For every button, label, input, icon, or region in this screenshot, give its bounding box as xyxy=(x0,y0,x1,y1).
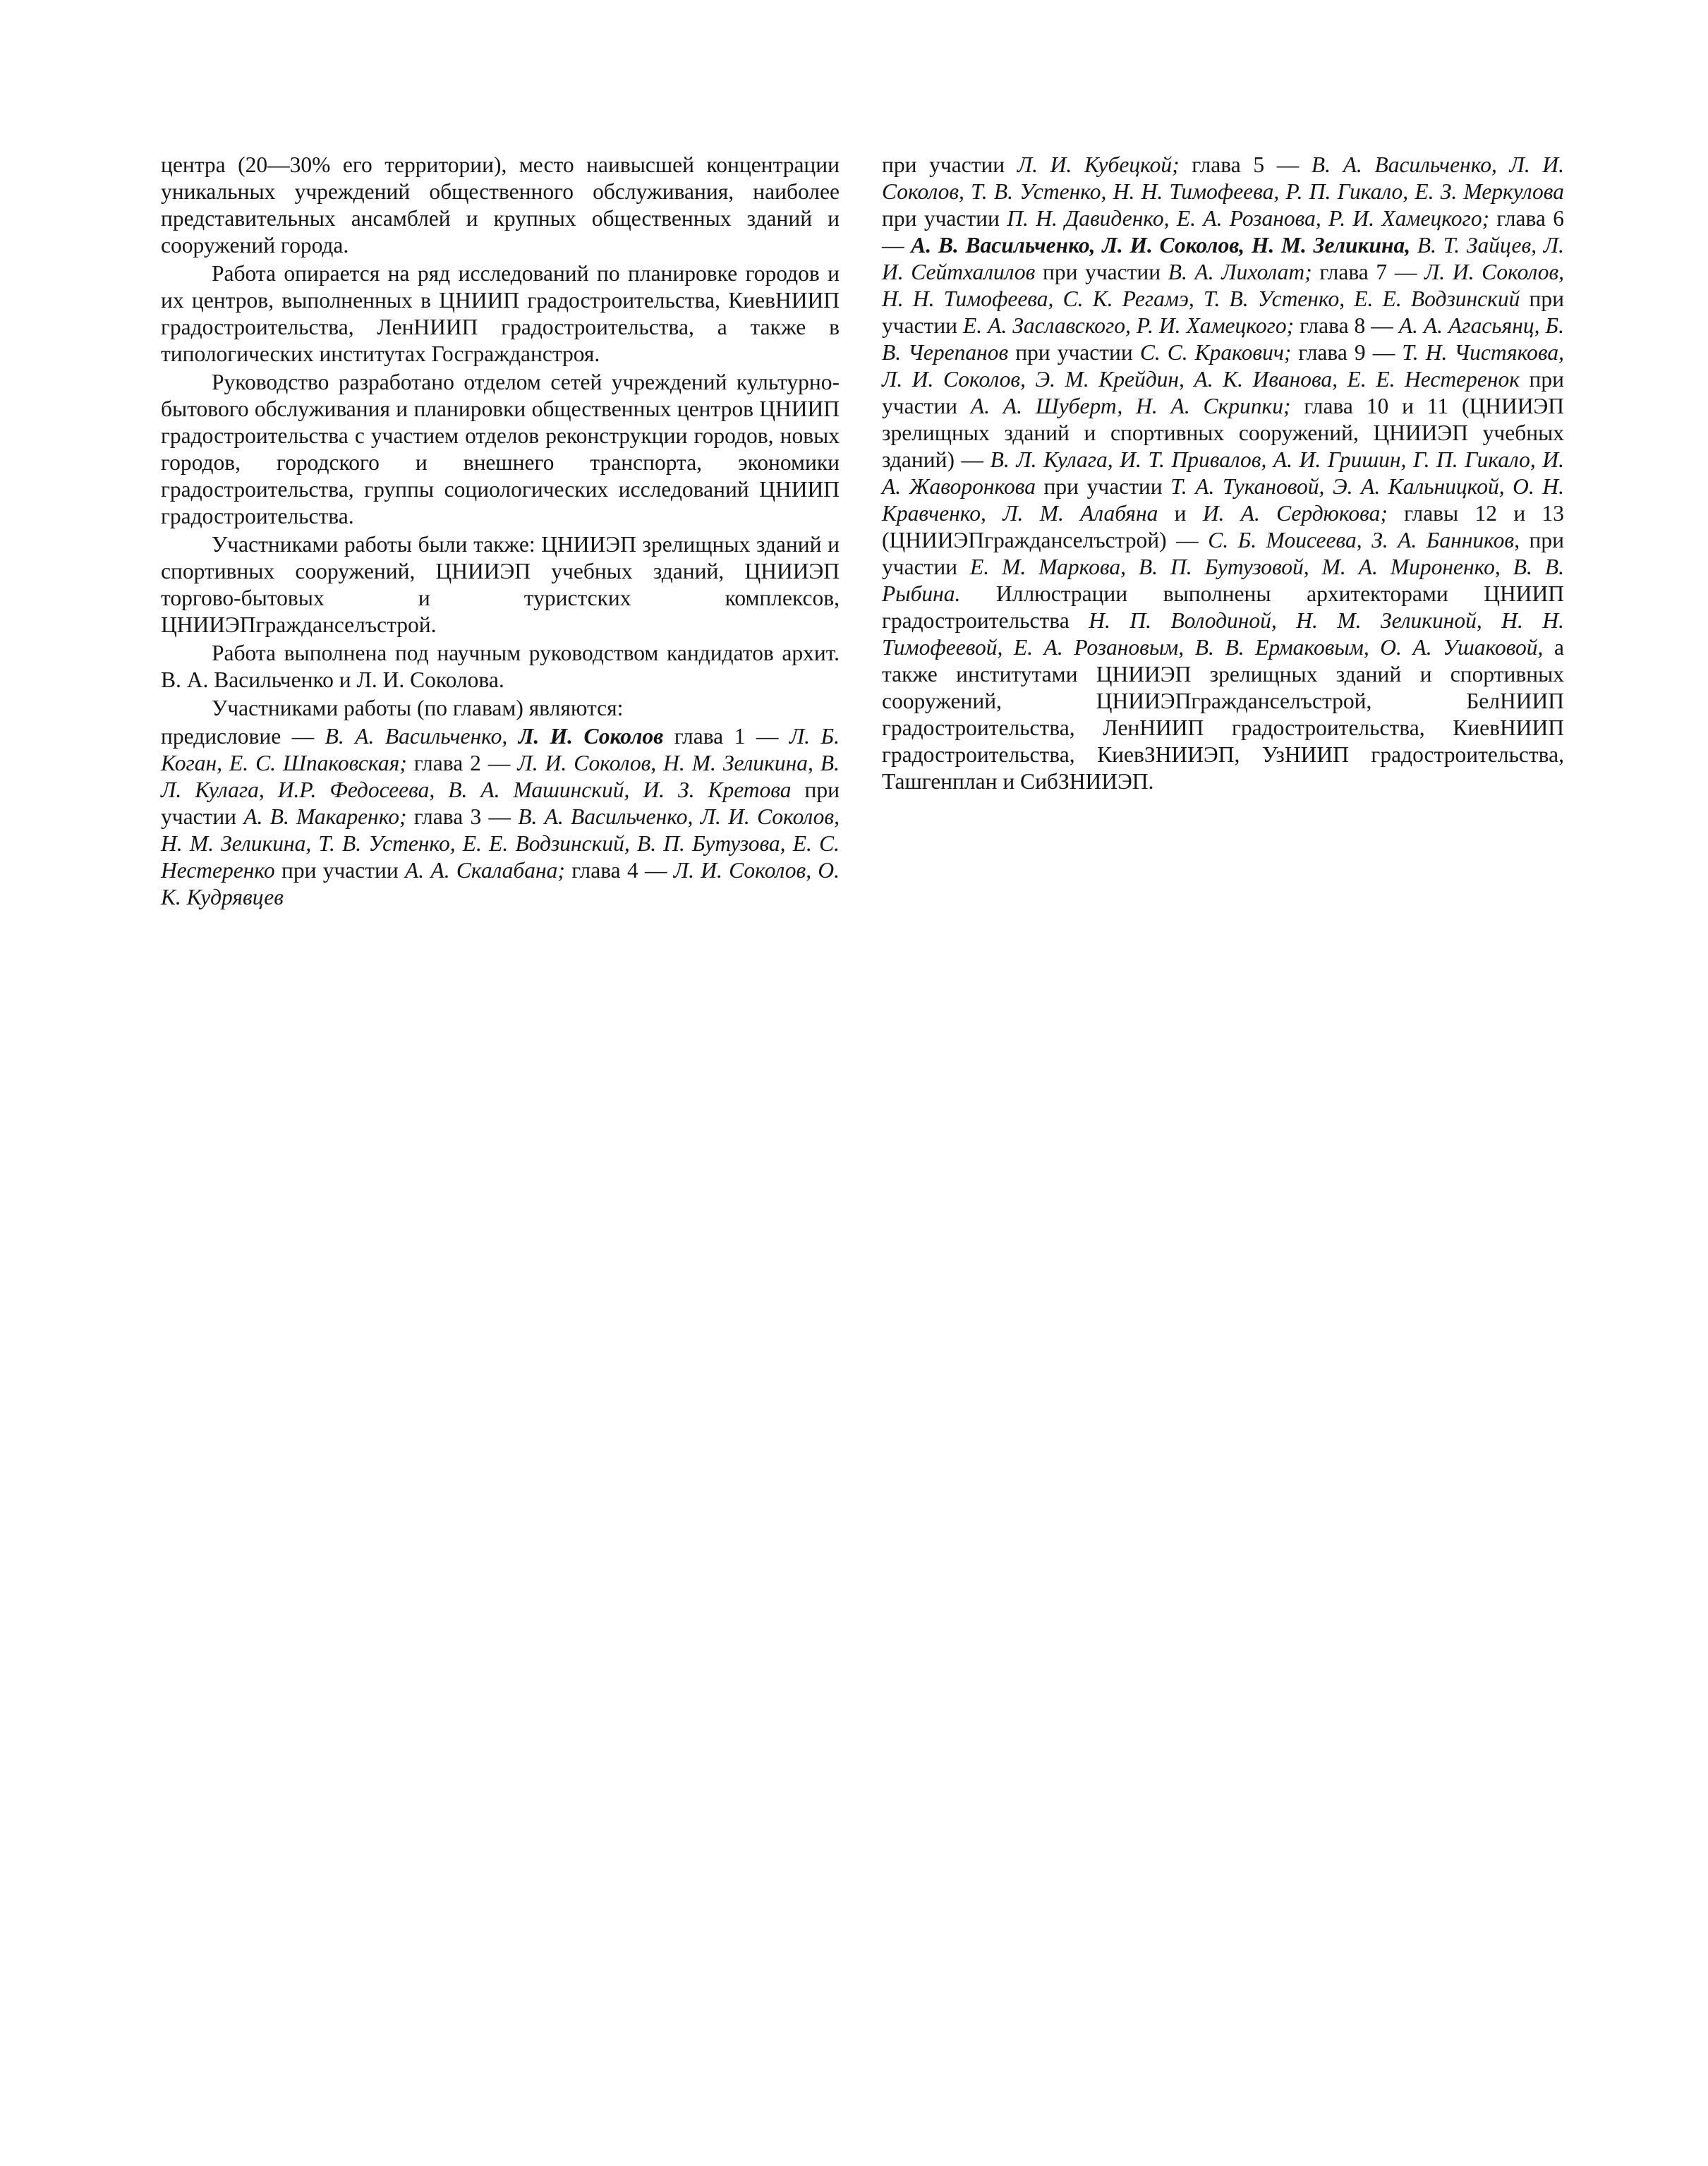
credit-run: при участии xyxy=(882,367,1564,418)
credit-run: Л. И. Соколов xyxy=(518,724,664,749)
paragraph-scientific-supervision: Работа выполнена под научным руководством кандидатов архит. В. А. Васильченко и Л. И. Соколова. xyxy=(161,641,840,692)
credit-run: А. В. Макаренко; xyxy=(243,804,407,829)
paragraph-chapter-credits-continued xyxy=(882,152,1564,795)
credit-run: В. А. Васильченко, Л. И. Соколов, Н. М. Зеликина, Т. В. Устенко, Е. Е. Водзинский, В. П. Бутузова, Е. С. Нестеренко xyxy=(161,804,840,883)
credit-run: И. А. Сердюкова; xyxy=(1202,501,1388,526)
credit-run: Л. И. Соколов, Н. Н. Тимофеева, С. К. Регамэ, Т. В. Устенко, Е. Е. Водзинский xyxy=(882,260,1564,311)
credit-run: а также институтами ЦНИИЭП зрелищных зданий и спортивных сооружений, ЦНИИЭПгражданселъстрой, БелНИИП градостроительства, ЛенНИИП градостроительства, КиевНИИП градостроительства, КиевЗНИИЭП, УзНИИП градостроительства, Ташгенплан и СибЗНИИЭП. xyxy=(882,635,1564,794)
credit-run: В. А. Васильченко, Л. И. Соколов, Т. В. Устенко, Н. Н. Тимофеева, Р. П. Гикало, Е. З. Меркулова xyxy=(882,152,1564,204)
credit-run: при участии xyxy=(1008,340,1140,365)
credit-run: С. Б. Моисеева, З. А. Банников, xyxy=(1208,528,1520,552)
credit-run: глава 4 — xyxy=(564,858,674,883)
paragraph-city-center: центра (20—30% его территории), место наивысшей концентрации уникальных учреждений общественного обслуживания, наиболее представительных ансамблей и крупных общественных зданий и сооружений города. xyxy=(161,152,840,258)
credit-run: при участии xyxy=(882,528,1564,579)
left-column xyxy=(161,152,840,911)
paragraph-participants-institutes: Участниками работы были также: ЦНИИЭП зрелищных зданий и спортивных сооружений, ЦНИИЭП учебных зданий, ЦНИИЭП торгово-бытовых и туристских комплексов, ЦНИИЭПгражданселъстрой. xyxy=(161,532,840,637)
credit-run: глава 10 и 11 (ЦНИИЭП зрелищных зданий и спортивных сооружений, ЦНИИЭП учебных зданий) — xyxy=(882,394,1565,472)
credit-run: П. Н. Давиденко, Е. А. Розанова, Р. И. Хамецкого; xyxy=(1007,206,1490,231)
credit-run: Е. М. Маркова, В. П. Бутузовой, М. А. Мироненко, В. В. Рыбина. xyxy=(882,555,1564,606)
paragraph-chapter-credits xyxy=(161,723,840,911)
credit-run: А. А. Шуберт, Н. А. Скрипки; xyxy=(970,394,1291,418)
credit-run: при участии xyxy=(882,286,1564,338)
credit-run: глава 5 — xyxy=(1179,152,1312,177)
credit-run: при участии xyxy=(1035,474,1171,499)
credit-run: В. Л. Кулага, И. Т. Привалов, А. И. Гришин, Г. П. Гикало, И. А. Жаворонкова xyxy=(882,447,1564,499)
credit-run: А. А. Агасьянц, Б. В. Черепанов xyxy=(882,313,1564,365)
paragraph-participants-intro: Участниками работы (по главам) являются: xyxy=(212,696,624,720)
credit-run: В. Т. Зайцев, Л. И. Сейтхалилов xyxy=(882,233,1564,284)
credit-run: Л. И. Соколов, Н. М. Зеликина, В. Л. Кулага, И.Р. Федосеева, В. А. Машинский, И. З. Кретова xyxy=(161,751,840,802)
credit-run: В. А. Васильченко, xyxy=(325,724,519,749)
credit-run: Л. И. Соколов, О. К. Кудрявцев xyxy=(161,858,840,909)
credit-run: глава 9 — xyxy=(1291,340,1403,365)
credit-run: глава 3 — xyxy=(406,804,519,829)
credit-run: главы 12 и 13 (ЦНИИЭПгражданселъстрой) — xyxy=(882,501,1564,552)
credit-run: В. А. Лихолат; xyxy=(1168,260,1312,284)
credit-run: при участии xyxy=(882,206,1007,231)
credit-run: Л. И. Кубецкой; xyxy=(1017,152,1180,177)
right-column xyxy=(882,152,1564,795)
credit-run: С. С. Кракович; xyxy=(1139,340,1292,365)
credit-run: А. В. Васильченко, Л. И. Соколов, Н. М. Зеликина, xyxy=(911,233,1411,258)
credit-run: при участии xyxy=(882,152,1017,177)
credit-run: Иллюстрации выполнены архитекторами ЦНИИП градостроительства xyxy=(882,581,1564,633)
credit-run: глава 2 — xyxy=(406,751,518,775)
credit-run: Н. П. Володиной, Н. М. Зеликиной, Н. Н. Тимофеевой, Е. А. Розановым, В. В. Ермаковым, О. А. Ушаковой, xyxy=(882,608,1564,660)
credit-run: А. А. Скалабана; xyxy=(405,858,565,883)
paragraph-developers: Руководство разработано отделом сетей учреждений культурно-бытового обслуживания и планировки общественных центров ЦНИИП градостроительства с участием отделов реконструкции городов, новых городов, городского и внешнего транспорта, экономики градостроительства, группы социологических исследований ЦНИИП градостроительства. xyxy=(161,370,840,528)
credit-run: Т. Н. Чистякова, Л. И. Соколов, Э. М. Крейдин, А. К. Иванова, Е. Е. Нестеренок xyxy=(882,340,1564,392)
credit-run: Е. А. Заславского, Р. И. Хамецкого; xyxy=(963,313,1295,338)
credit-run: предисловие — xyxy=(161,724,325,749)
credit-run: при участии xyxy=(161,778,840,829)
credit-run: при участии xyxy=(1035,260,1168,284)
credit-run: глава 7 — xyxy=(1312,260,1424,284)
paragraph-research-basis: Работа опирается на ряд исследований по планировке городов и их центров, выполненных в ЦНИИП градостроительства, КиевНИИП градостроительства, ЛенНИИП градостроительства, а также в типологических институтах Госгражданстроя. xyxy=(161,261,840,366)
credit-run: Л. Б. Коган, Е. С. Шпаковская; xyxy=(161,724,840,775)
credit-run: глава 6 — xyxy=(882,206,1564,258)
credit-run: при участии xyxy=(274,858,406,883)
credit-run: Т. А. Тукановой, Э. А. Кальницкой, О. Н. Кравченко, Л. М. Алабяна xyxy=(882,474,1564,526)
credit-run: и xyxy=(1158,501,1203,526)
credit-run: глава 8 — xyxy=(1294,313,1399,338)
credit-run: глава 1 — xyxy=(663,724,789,749)
